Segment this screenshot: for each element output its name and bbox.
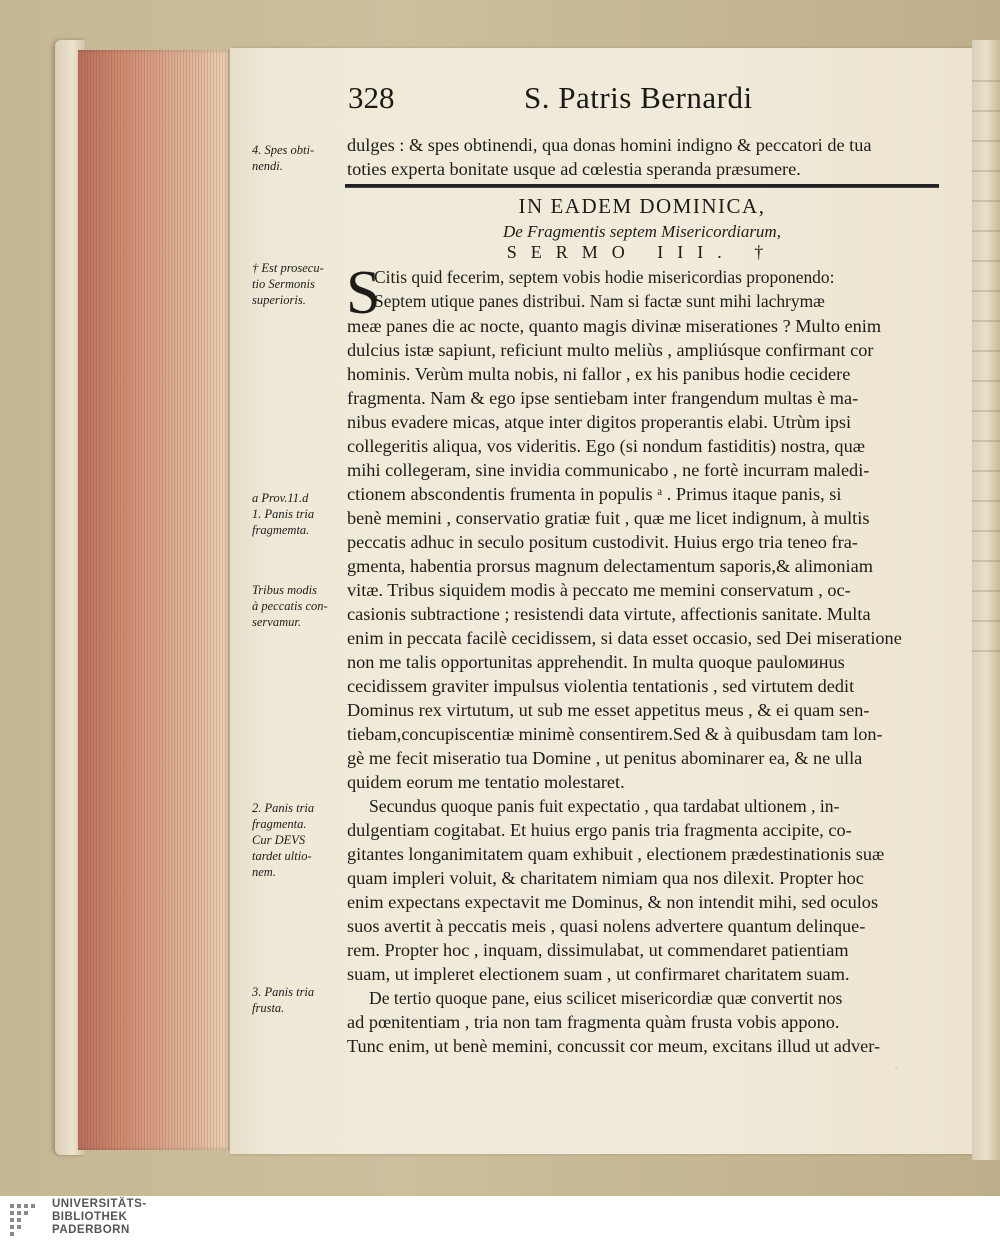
text-line: enim in peccata facilè cecidissem, si data esset occasio, sed Dei miseratione bbox=[347, 628, 902, 648]
text-line: quam impleri voluit, & charitatem nimiam qua nos dilexit. Propter hoc bbox=[347, 868, 864, 888]
margin-note: 2. Panis tria fragmenta. Cur DEVS tardet ultio- nem. bbox=[252, 801, 315, 879]
text-line: hominis. Verùm multa nobis, ni fallor , ex his panibus hodie cecidere bbox=[347, 364, 851, 384]
margin-note: Tribus modis à peccatis con- servamur. bbox=[252, 583, 328, 629]
text-line: quidem eorum me tentatio molestaret. bbox=[347, 772, 625, 792]
margin-note: 4. Spes obti- nendi. bbox=[252, 143, 315, 173]
text-line: suos avertit à peccatis meis , quasi nolens advertere quantum delinque- bbox=[347, 916, 866, 936]
text-line: suam, ut impleret electionem suam , ut confirmaret charitatem suam. bbox=[347, 964, 850, 984]
footer-bar bbox=[0, 1196, 1000, 1246]
text-line: toties experta bonitate usque ad cœlestia speranda præsumere. bbox=[347, 159, 801, 179]
running-title: S. Patris Bernardi bbox=[524, 80, 753, 115]
library-name-line: PADERBORN bbox=[52, 1224, 130, 1236]
text-line: dulgentiam cogitabat. Et huius ergo panis tria fragmenta accipite, co- bbox=[347, 820, 852, 840]
text-line: fragmenta. Nam & ego ipse sentiebam inter frangendum multas è ma- bbox=[347, 388, 859, 408]
heading-rule bbox=[345, 184, 939, 188]
text-line: gè me fecit miseratio tua Domine , ut penitus abominarer ea, & ne ulla bbox=[347, 748, 863, 768]
text-line: casionis subtractione ; resistendi data virtute, affectionis sanitate. Multa bbox=[347, 604, 871, 624]
text-line: Secundus quoque panis fuit expectatio , qua tardabat ultionem , in- bbox=[369, 796, 840, 816]
text-line: mihi collegeram, sine invidia communicabo , ne fortè incurram maledi- bbox=[347, 460, 870, 480]
library-name-line: UNIVERSITÄTS- bbox=[52, 1198, 147, 1210]
text-line: Tunc enim, ut benè memini, concussit cor meum, excitans illud ut adver- bbox=[347, 1036, 881, 1056]
text-line: Dominus rex virtutum, ut sub me esset appetitus meus , & ei quam sen- bbox=[347, 700, 870, 720]
drop-capital: S bbox=[346, 259, 381, 327]
text-line: cecidissem graviter impulsus violentia tentationis , sed virtutem dedit bbox=[347, 676, 855, 696]
text-line: peccatis adhuc in seculo positum custodivit. Huius ergo tria teneo fra- bbox=[347, 532, 858, 552]
margin-note: 3. Panis tria frusta. bbox=[252, 985, 315, 1015]
text-line: enim expectans expectavit me Dominus, & non intendit mihi, sed oculos bbox=[347, 892, 879, 912]
section-subtitle: De Fragmentis septem Misericordiarum, bbox=[503, 222, 781, 241]
running-head bbox=[348, 80, 938, 124]
text-line: tiebam,concupiscentiæ minimè consentirem.Sed & à quibusdam tam lon- bbox=[347, 724, 883, 744]
text-line: Citis quid fecerim, septem vobis hodie misericordias proponendo: bbox=[374, 267, 835, 287]
library-logo-icon bbox=[8, 1202, 44, 1238]
text-line: non me talis opportunitas apprehendit. In multa quoque pauloминus bbox=[347, 652, 845, 672]
margin-note: a Prov.11.d 1. Panis tria fragmemta. bbox=[252, 491, 315, 537]
text-line: rem. Propter hoc , inquam, dissimulabat, ut commendaret patientiam bbox=[347, 940, 849, 960]
text-line: dulcius istæ sapiunt, reficiunt multo meliùs , ampliúsque confirmant cor bbox=[347, 340, 874, 360]
text-line: teret bbox=[895, 1069, 898, 1070]
page-edges bbox=[78, 50, 230, 1150]
section-title: IN EADEM DOMINICA, bbox=[518, 194, 766, 218]
sermo-label: SERMO III. † bbox=[506, 242, 778, 262]
text-line: De tertio quoque pane, eius scilicet misericordiæ quæ convertit nos bbox=[369, 988, 843, 1008]
text-line: gitantes longanimitatem quam exhibuit , electionem prædestinationis suæ bbox=[347, 844, 885, 864]
library-name-line: BIBLIOTHEK bbox=[52, 1211, 128, 1223]
text-line: ctionem abscondentis frumenta in populis ᵃ . Primus itaque panis, si bbox=[347, 484, 842, 504]
margin-note: † Est prosecu- tio Sermonis superioris. bbox=[252, 261, 324, 307]
text-line: vitæ. Tribus siquidem modis à peccato me memini conservatum , oc- bbox=[347, 580, 851, 600]
text-line: ad pœnitentiam , tria non tam fragmenta quàm frusta vobis appono. bbox=[347, 1012, 840, 1032]
text-line: benè memini , conservatio gratiæ fuit , quæ me licet indignum, à multis bbox=[347, 508, 870, 528]
text-line: gmenta, habentia prorsus magnum delectamentum saporis,& alimoniam bbox=[347, 556, 873, 576]
text-line: meæ panes die ac nocte, quanto magis divinæ miserationes ? Multo enim bbox=[347, 316, 882, 336]
library-name bbox=[52, 1198, 147, 1237]
text-line: Septem utique panes distribui. Nam si factæ sunt mihi lachrymæ bbox=[374, 291, 825, 311]
text-line: dulges : & spes obtinendi, qua donas homini indigno & peccatori de tua bbox=[347, 135, 872, 155]
facing-page-text-shadow bbox=[972, 80, 1000, 680]
text-line: collegeritis aliqua, vos videritis. Ego (si nondum fastiditis) nostra, quæ bbox=[347, 436, 865, 456]
page-number: 328 bbox=[348, 80, 395, 115]
text-line: nibus evadere micas, atque inter digitos properantis elabi. Utrùm ipsi bbox=[347, 412, 852, 432]
